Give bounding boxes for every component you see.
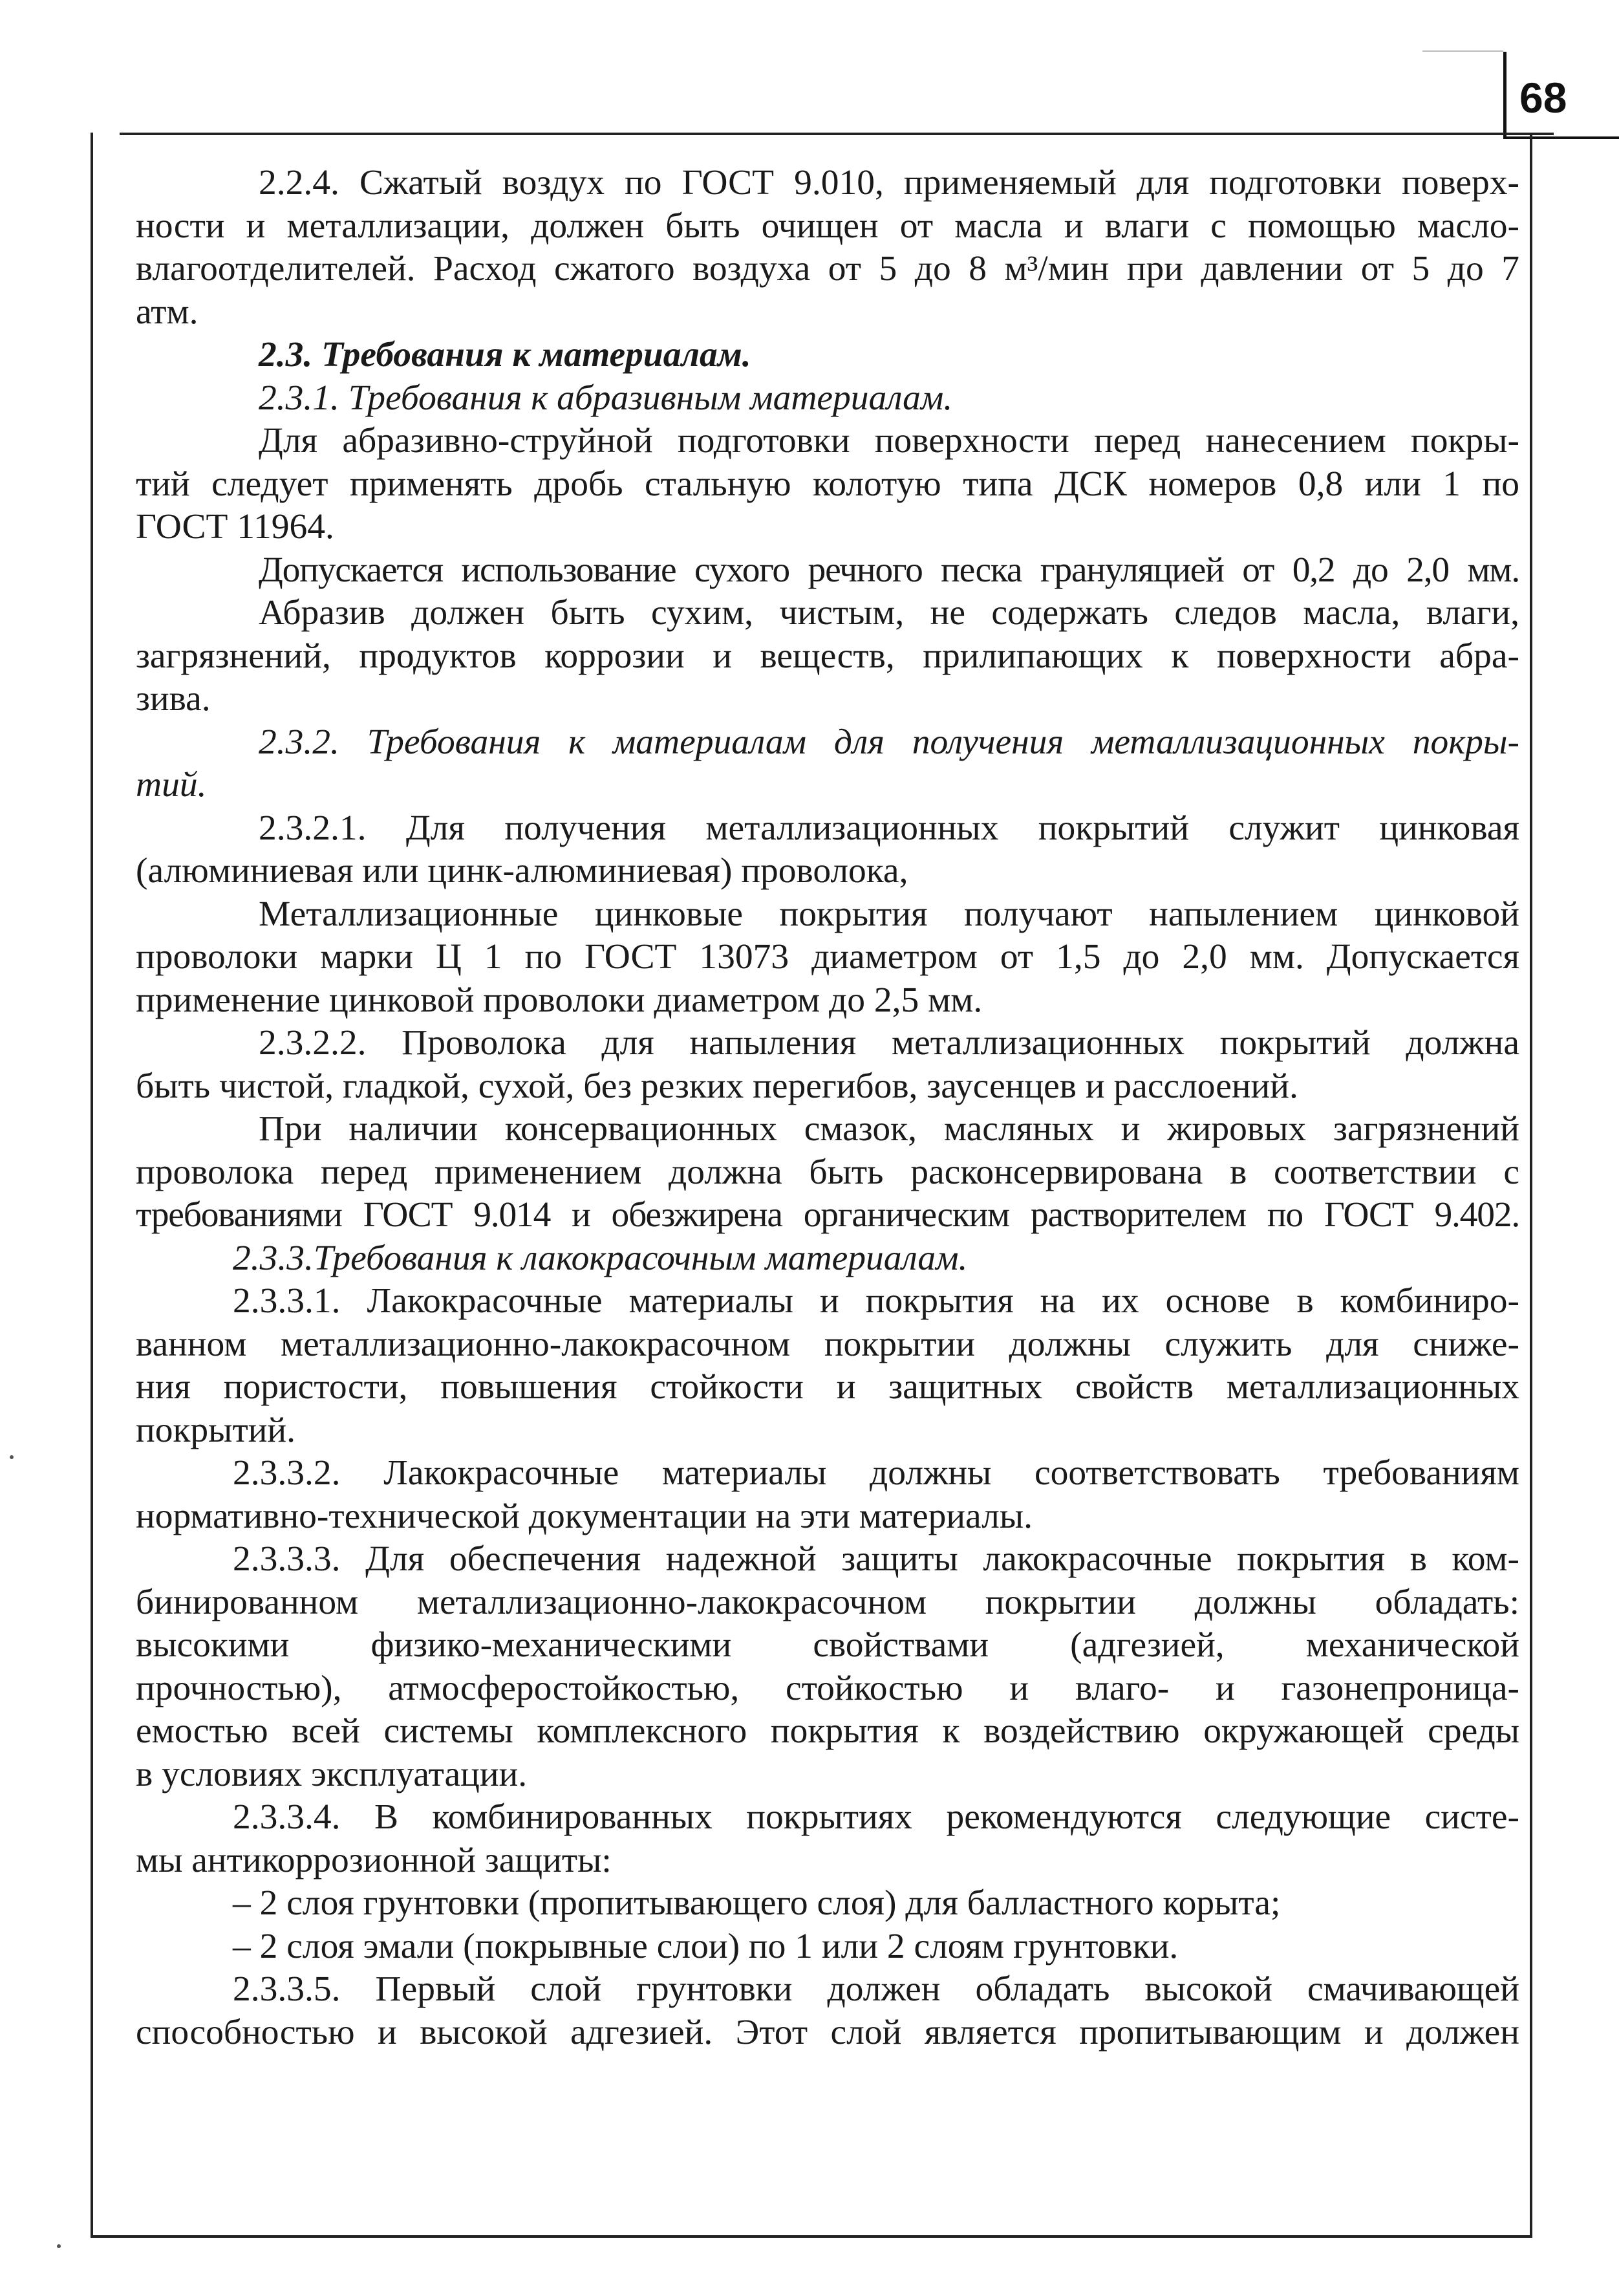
text-line: 2.3.3.Требования к лакокрасочным материалам. bbox=[233, 1238, 968, 1278]
text-line: мы антикоррозионной защиты: bbox=[136, 1840, 612, 1880]
text-line: 2.3.3.3. Для обеспечения надежной защиты лакокрасочные покрытия в ком- bbox=[233, 1539, 1519, 1579]
text-line: 2.3.3.5. Первый слой грунтовки должен обладать высокой смачивающей bbox=[233, 1969, 1519, 2009]
text-line: ности и металлизации, должен быть очищен от масла и влаги с помощью масло- bbox=[136, 206, 1519, 246]
text-line: нормативно-технической документации на эти материалы. bbox=[136, 1496, 1033, 1536]
frame-right bbox=[1530, 133, 1532, 2238]
text-line: ГОСТ 11964. bbox=[136, 507, 334, 547]
text-line: При наличии консервационных смазок, масляных и жировых загрязнений bbox=[259, 1109, 1519, 1149]
text-line: Абразив должен быть сухим, чистым, не содержать следов масла, влаги, bbox=[259, 593, 1519, 633]
text-line: ния пористости, повышения стойкости и защитных свойств металлизационных bbox=[136, 1367, 1519, 1407]
text-line: Допускается использование сухого речного песка грануляцией от 0,2 до 2,0 мм. bbox=[259, 550, 1519, 590]
text-line: 2.2.4. Сжатый воздух по ГОСТ 9.010, применяемый для подготовки поверх- bbox=[259, 163, 1519, 202]
text-line: тий. bbox=[136, 765, 207, 805]
text-line: (алюминиевая или цинк-алюминиевая) проволока, bbox=[136, 851, 908, 891]
scan-speck bbox=[10, 1455, 14, 1459]
text-line: 2.3.3.4. В комбинированных покрытиях рекомендуются следующие систе- bbox=[233, 1797, 1519, 1837]
text-line: покрытий. bbox=[136, 1410, 295, 1450]
text-line: 2.3.2.1. Для получения металлизационных покрытий служит цинковая bbox=[259, 808, 1519, 848]
frame-top bbox=[120, 133, 1554, 135]
text-line: требованиями ГОСТ 9.014 и обезжирена органическим растворителем по ГОСТ 9.402. bbox=[136, 1195, 1519, 1235]
text-line: проволоки марки Ц 1 по ГОСТ 13073 диаметром от 1,5 до 2,0 мм. Допускается bbox=[136, 937, 1519, 977]
text-line: ванном металлизационно-лакокрасочном покрытии должны служить для сниже- bbox=[136, 1324, 1519, 1364]
text-line: проволока перед применением должна быть расконсервирована в соответствии с bbox=[136, 1152, 1519, 1192]
text-line: – 2 слоя грунтовки (пропитывающего слоя) для балластного корыта; bbox=[233, 1883, 1281, 1923]
page-number: 68 bbox=[1519, 74, 1567, 122]
document-text-block bbox=[136, 162, 1519, 2054]
text-line: 2.3.2.2. Проволока для напыления металлизационных покрытий должна bbox=[259, 1023, 1519, 1063]
text-line: 2.3.2. Требования к материалам для получения металлизационных покры- bbox=[259, 722, 1519, 762]
text-line: тий следует применять дробь стальную колотую типа ДСК номеров 0,8 или 1 по bbox=[136, 464, 1519, 504]
text-line: емостью всей системы комплексного покрытия к воздействию окружающей среды bbox=[136, 1711, 1519, 1751]
frame-left bbox=[91, 133, 93, 2238]
text-line: способностью и высокой адгезией. Этот слой является пропитывающим и должен bbox=[136, 2012, 1519, 2052]
text-line: атм. bbox=[136, 292, 198, 332]
text-line: бинированном металлизационно-лакокрасочном покрытии должны обладать: bbox=[136, 1582, 1519, 1622]
text-line: применение цинковой проволоки диаметром до 2,5 мм. bbox=[136, 980, 983, 1020]
text-line: в условиях эксплуатации. bbox=[136, 1754, 528, 1794]
scan-speck bbox=[57, 2244, 61, 2248]
text-line: быть чистой, гладкой, сухой, без резких перегибов, заусенцев и расслоений. bbox=[136, 1066, 1298, 1106]
text-line: Для абразивно-струйной подготовки поверхности перед нанесением покры- bbox=[259, 421, 1519, 460]
text-line: прочностью), атмосферостойкостью, стойкостью и влаго- и газонепроница- bbox=[136, 1668, 1519, 1708]
text-line: – 2 слоя эмали (покрывные слои) по 1 или 2 слоям грунтовки. bbox=[233, 1926, 1179, 1966]
scan-artifact-line bbox=[1422, 50, 1503, 52]
text-line: влагоотделителей. Расход сжатого воздуха от 5 до 8 м³/мин при давлении от 5 до 7 bbox=[136, 249, 1519, 288]
text-line: 2.3.3.1. Лакокрасочные материалы и покрытия на их основе в комбиниро- bbox=[233, 1281, 1519, 1321]
text-line: загрязнений, продуктов коррозии и веществ, прилипающих к поверхности абра- bbox=[136, 636, 1519, 676]
text-line: высокими физико-механическими свойствами (адгезией, механической bbox=[136, 1625, 1519, 1665]
text-line: 2.3. Требования к материалам. bbox=[259, 335, 751, 374]
frame-bottom bbox=[91, 2235, 1532, 2238]
text-line: 2.3.3.2. Лакокрасочные материалы должны соответствовать требованиям bbox=[233, 1453, 1519, 1493]
text-line: зива. bbox=[136, 679, 211, 719]
text-line: 2.3.1. Требования к абразивным материалам. bbox=[259, 378, 953, 418]
text-line: Металлизационные цинковые покрытия получают напылением цинковой bbox=[259, 894, 1519, 934]
